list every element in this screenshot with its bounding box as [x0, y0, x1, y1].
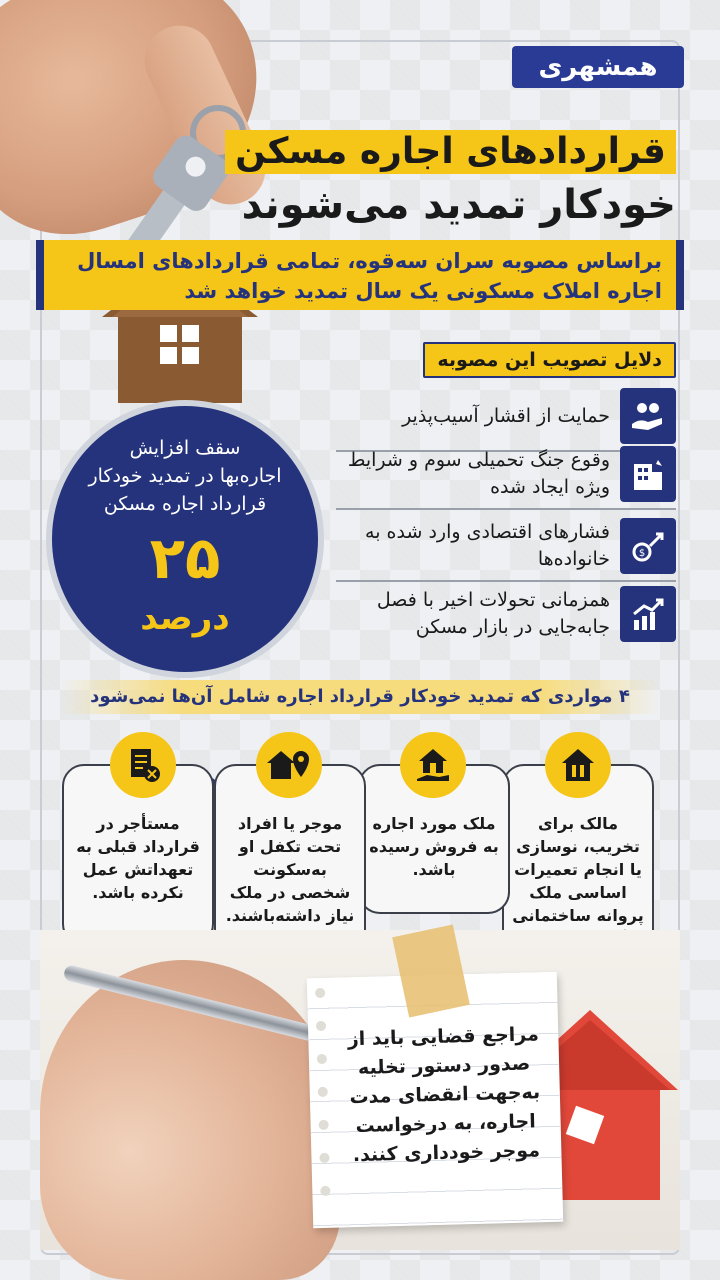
exceptions-title: ۴ مواردی که تمدید خودکار قرارداد اجاره شامل آن‌ها نمی‌شود — [60, 680, 660, 714]
cap-line-1: سقف افزایش — [129, 437, 241, 459]
cap-line-2: اجاره‌بها در تمدید خودکار — [88, 465, 282, 487]
damaged-building-icon — [620, 446, 676, 502]
exception-text: مالک برای تخریب، نوسازی یا انجام تعمیرات اساسی ملک پروانه ساختمانی — [512, 814, 644, 925]
money-growth-icon — [620, 518, 676, 574]
cap-unit: درصد — [140, 598, 230, 638]
title-line-2: خودکار تمدید می‌شوند — [241, 182, 676, 228]
reason-item — [336, 388, 676, 444]
market-chart-icon — [620, 586, 676, 642]
house-location-icon — [256, 732, 322, 798]
exception-text: موجر یا افراد تحت تکفل او به‌سکونت شخصی در ملک نیاز داشته‌باشند. — [225, 814, 355, 925]
cap-description — [52, 434, 318, 518]
reason-item — [336, 586, 676, 642]
page-title — [196, 130, 676, 232]
reasons-title: دلایل تصویب این مصوبه — [423, 342, 676, 378]
summary-banner — [36, 240, 684, 310]
exception-text: ملک مورد اجاره به فروش رسیده باشد. — [369, 814, 499, 879]
note-holes — [315, 988, 331, 1218]
reason-text: فشارهای اقتصادی وارد شده به خانواده‌ها — [365, 521, 610, 570]
hamshahri-logo[interactable]: همشهری — [512, 46, 684, 88]
contract-cancel-icon — [110, 732, 176, 798]
divider — [336, 580, 676, 582]
helping-hand-icon — [620, 388, 676, 444]
reason-item — [336, 518, 676, 574]
divider — [336, 508, 676, 510]
reason-text: وقوع جنگ تحمیلی سوم و شرایط ویژه ایجاد شده — [347, 449, 610, 498]
house-tools-icon — [545, 732, 611, 798]
reason-text: همزمانی تحولات اخیر با فصل جابه‌جایی در بازار مسکن — [376, 589, 610, 638]
reason-text: حمایت از اقشار آسیب‌پذیر — [402, 404, 610, 427]
banner-line-2: اجاره املاک مسکونی یک سال تمدید خواهد شد — [184, 279, 662, 303]
title-line-1: قراردادهای اجاره مسکن — [225, 130, 676, 174]
cap-line-3: قرارداد اجاره مسکن — [103, 493, 267, 515]
svg-text:$: $ — [638, 548, 646, 559]
banner-line-1: براساس مصوبه سران سه‌قوه، تمامی قراردادهای امسال — [77, 249, 662, 273]
cap-number: ۲۵ — [149, 524, 221, 592]
note-text: مراجع قضایی باید از صدور دستور تخلیه به‌جهت انقضای مدت اجاره، به درخواست موجر خودداری کنند. — [347, 1023, 541, 1167]
exception-text: مستأجر در قرارداد قبلی به تعهداتش عمل نکرده باشد. — [76, 814, 200, 902]
house-hand-icon — [400, 732, 466, 798]
rent-cap-circle — [46, 400, 324, 678]
reason-item — [336, 446, 676, 502]
